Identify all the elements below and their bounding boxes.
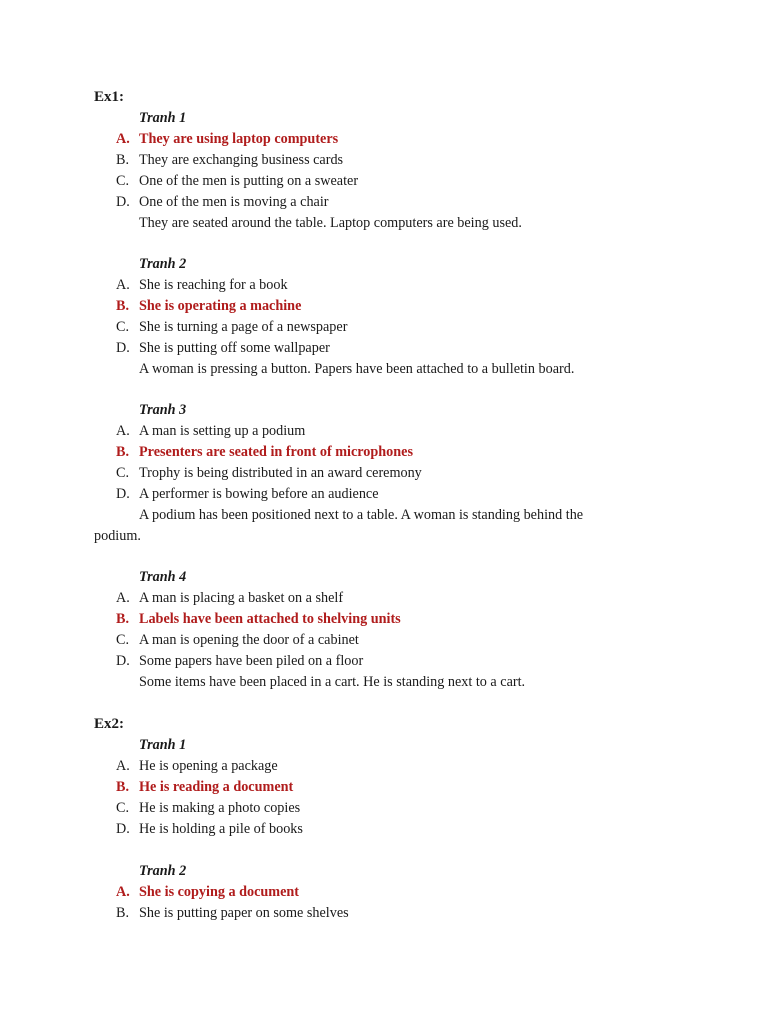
option-letter: B. xyxy=(116,905,130,921)
option-text: Trophy is being distributed in an award ceremony xyxy=(139,465,422,481)
option-text: She is copying a document xyxy=(139,884,300,900)
option-correct xyxy=(116,882,299,902)
option-text: Labels have been attached to shelving units xyxy=(139,611,401,627)
option-letter: A. xyxy=(116,758,130,774)
option-text: She is putting off some wallpaper xyxy=(139,340,330,356)
option-letter: C. xyxy=(116,173,130,189)
option-text: One of the men is moving a chair xyxy=(139,194,329,210)
option xyxy=(116,150,343,170)
option xyxy=(116,819,303,839)
option-text: She is reaching for a book xyxy=(139,277,288,293)
option-correct xyxy=(116,442,413,462)
option-text: He is opening a package xyxy=(139,758,278,774)
picture-title: Tranh 4 xyxy=(139,569,187,585)
option-letter: A. xyxy=(116,277,130,293)
option xyxy=(116,421,305,441)
option-correct xyxy=(116,609,401,629)
option-letter: D. xyxy=(116,340,130,356)
option-text: A man is placing a basket on a shelf xyxy=(139,590,344,606)
option-text: One of the men is putting on a sweater xyxy=(139,173,359,189)
option-text: He is making a photo copies xyxy=(139,800,301,816)
option xyxy=(116,588,343,608)
picture-title: Tranh 1 xyxy=(139,737,187,753)
option xyxy=(116,275,288,295)
option-letter: C. xyxy=(116,800,130,816)
option xyxy=(116,171,358,191)
option-text: Presenters are seated in front of microphones xyxy=(139,444,413,460)
option xyxy=(116,756,278,776)
option-text: He is holding a pile of books xyxy=(139,821,303,837)
option-correct xyxy=(116,296,301,316)
option-letter: A. xyxy=(116,131,130,147)
option-letter: B. xyxy=(116,444,130,460)
exercise-2-heading: Ex2: xyxy=(94,716,124,732)
option-text: They are exchanging business cards xyxy=(139,152,344,168)
option-text: A performer is bowing before an audience xyxy=(139,486,379,502)
option xyxy=(116,317,347,337)
option-letter: C. xyxy=(116,632,130,648)
picture-title: Tranh 1 xyxy=(139,110,187,126)
option xyxy=(116,798,300,818)
answer-description: A podium has been positioned next to a table. A woman is standing behind the xyxy=(139,507,584,523)
option-text: A man is opening the door of a cabinet xyxy=(139,632,359,648)
option-text: A man is setting up a podium xyxy=(139,423,306,439)
option xyxy=(116,903,349,923)
picture-title: Tranh 2 xyxy=(139,863,187,879)
option-letter: D. xyxy=(116,821,130,837)
option-text: She is putting paper on some shelves xyxy=(139,905,349,921)
option-text: She is turning a page of a newspaper xyxy=(139,319,348,335)
answer-description: A woman is pressing a button. Papers have been attached to a bulletin board. xyxy=(139,361,575,377)
option-letter: B. xyxy=(116,611,130,627)
answer-description: Some items have been placed in a cart. He is standing next to a cart. xyxy=(139,674,526,690)
option-letter: B. xyxy=(116,152,130,168)
option xyxy=(116,338,330,358)
option-letter: D. xyxy=(116,194,130,210)
option-correct xyxy=(116,129,338,149)
option-letter: C. xyxy=(116,465,130,481)
option-text: They are using laptop computers xyxy=(139,131,339,147)
option-letter: D. xyxy=(116,486,130,502)
exercise-1-heading: Ex1: xyxy=(94,89,124,105)
option xyxy=(116,192,329,212)
option xyxy=(116,484,379,504)
option-letter: A. xyxy=(116,423,130,439)
option-letter: B. xyxy=(116,298,130,314)
option-letter: A. xyxy=(116,884,130,900)
option-letter: C. xyxy=(116,319,130,335)
option-letter: B. xyxy=(116,779,130,795)
option xyxy=(116,630,359,650)
option-text: She is operating a machine xyxy=(139,298,302,314)
option xyxy=(116,651,363,671)
option-text: He is reading a document xyxy=(139,779,294,795)
option xyxy=(116,463,422,483)
option-letter: D. xyxy=(116,653,130,669)
picture-title: Tranh 2 xyxy=(139,256,187,272)
picture-title: Tranh 3 xyxy=(139,402,187,418)
answer-description-continued: podium. xyxy=(94,528,141,544)
answer-description: They are seated around the table. Laptop computers are being used. xyxy=(139,215,522,231)
option-text: Some papers have been piled on a floor xyxy=(139,653,364,669)
option-letter: A. xyxy=(116,590,130,606)
option-correct xyxy=(116,777,293,797)
